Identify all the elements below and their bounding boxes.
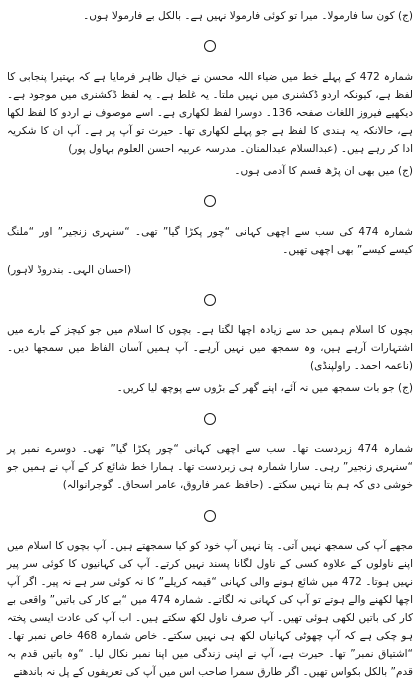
reply-text: (ج) میں بھی ان پڑھ قسم کا آدمی ہوں۔ (234, 164, 413, 177)
circle-separator-icon (204, 413, 216, 425)
letter-block (7, 537, 413, 681)
letter-text: بچوں کا اسلام ہمیں حد سے زیادہ اچھا لگتا ہے۔ بچوں کا اسلام میں جو کیچز کے بارے میں اشتہارات آرہے ہیں، وہ سمجھ میں نہیں آرہے۔ آپ ہمیں آسان الفاظ میں سمجھا دیں۔ (ناعمہ احمد۔ راولپنڈی) (7, 324, 413, 373)
letter-text: شمارہ 474 زبردست تھا۔ سب سے اچھی کہانی “چور پکڑا گیا” تھی۔ دوسرے نمبر پر “سنہری زنجیر” رہی۔ سارا شمارہ ہی زبردست تھا۔ ہمارا خط شائع کر کے آپ نے ہمیں جو خوشی دی کہ ہم بتا نہیں سکتے۔ (حافظ عمر فاروق، عامر اسحاق۔ گوجرانوالہ) (7, 443, 413, 492)
circle-separator-icon (204, 294, 216, 306)
letter-signature: (احسان الہی۔ بندروڈ لاہور) (7, 263, 132, 276)
letter-block (7, 223, 413, 279)
letter-text: مجھے آپ کی سمجھ نہیں آتی۔ پتا نہیں آپ خود کو کیا سمجھتے ہیں۔ آپ بچوں کا اسلام میں اپنے ناولوں کے علاوہ کسی کے ناول لگانا پسند نہیں کرتے۔ آپ کی کہانیوں کا کوئی سر پیر نہیں ہوتا۔ 472 میں شائع ہونے والی کہانی “قیمہ کریلے” کا نہ کوئی سر ہے نہ پیر۔ اگر آپ اچھا لکھنے والے ہوتے تو آپ کی کہانی نہ لگاتے۔ شمارہ 474 میں “بے کار کی باتیں” واقعی بے کار کی باتیں لکھی ہوئی تھیں۔ آپ صرف ناول لکھ سکتے ہیں۔ اب آپ کی عادت ایسی پختہ ہو چکی ہے کہ آپ چھوٹی کہانیاں لکھ ہی نہیں سکتے۔ خاص شمارہ 468 خاص نمبر تھا۔ “اشتیاق نمبر” تھا۔ حیرت ہے، آپ نے اپنی زندگی میں اپنا نمبر نکال لیا۔ “وہ باتیں قدم بہ قدم” بالکل بکواس تھیں۔ اگر طارق سمرا صاحب اس میں آپ کی تعریفوں کے پل نہ باندھتے (7, 539, 413, 678)
letter-block (7, 321, 413, 397)
letter-text: شمارہ 474 کی سب سے اچھی کہانی “چور پکڑا گیا” تھی۔ “سنہری زنجیر” اور “ملنگ کیسے کیسے” بھی اچھی تھیں۔ (7, 225, 413, 256)
circle-separator-icon (204, 40, 216, 52)
reply-text: (ج) کون سا فارمولا۔ میرا تو کوئی فارمولا نہیں ہے۔ بالکل بے فارمولا ہوں۔ (83, 10, 413, 22)
circle-separator-icon (204, 195, 216, 207)
letter-block (7, 68, 413, 180)
letter-block (7, 440, 413, 494)
reply-text: (ج) جو بات سمجھ میں نہ آئے، اپنے گھر کے بڑوں سے پوچھ لیا کریں۔ (116, 382, 413, 395)
circle-separator-icon (204, 510, 216, 522)
letter-text: شمارہ 472 کے پہلے خط میں ضیاء اللہ محسن نے خیال ظاہر فرمایا ہے کہ بہتیرا پنجابی کا لفظ ہے، کیونکہ اردو ڈکشنری میں نہیں ملتا۔ یہ غلط ہے۔ یہ لفظ ڈکشنری میں موجود ہے۔ دیکھیے فیروز اللغات صفحہ 136۔ دوسرا لفظ لکھاری ہے۔ اسے موصوف نے اردو کا لفظ لکھا ہے، حالانکہ یہ ہندی کا لفظ ہے جو پہلے لکھاری تھا۔ حیرت تو آپ پر ہے۔ آپ ان کا شکریہ ادا کر رہے ہیں۔ (عبدالسلام عبدالمنان۔ مدرسہ عربیہ احسن العلوم بہاول پور) (7, 70, 414, 155)
